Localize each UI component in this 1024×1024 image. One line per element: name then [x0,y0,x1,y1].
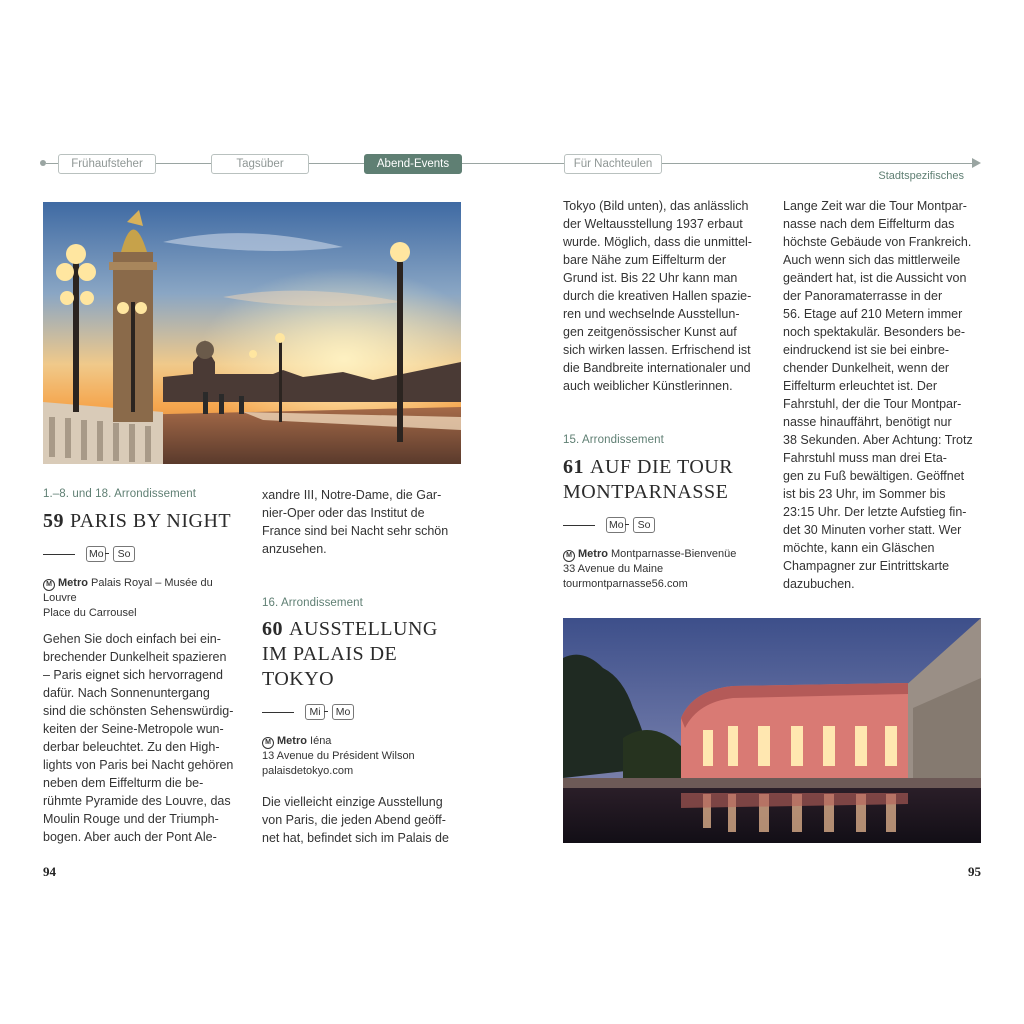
day-pill-end: So [113,546,135,562]
day-pill-start: Mi [305,704,325,720]
days-entry-60 [262,704,362,720]
entry-number: 59 [43,510,64,532]
section-label: Stadtspezifisches [878,170,964,182]
body-entry-60-col2: Die vielleicht einzige Ausstellung von Paris, die jeden Abend geöff- net hat, befindet sich im Palais de [262,795,449,845]
title-entry-61: 61 AUF DIE TOUR MONTPARNASSE [563,456,734,503]
page-number-left: 94 [43,864,56,879]
title-entry-59 [43,509,231,534]
body-entry-59-col2: xandre III, Notre-Dame, die Gar- nier-Oper oder das Institut de France sind bei Nacht sehr schön anzusehen. [262,488,449,556]
info-entry-61: M Metro Montparnasse-Bienvenüe 33 Avenue du Maine tourmontparnasse56.com [563,547,763,591]
days-entry-61 [563,517,663,533]
day-pill-end: Mo [332,704,354,720]
website-link[interactable]: palaisdetokyo.com [262,764,354,777]
district-entry-59: 1.–8. und 18. Arrondissement [43,488,197,500]
days-entry-59 [43,546,143,562]
website-link[interactable]: tourmontparnasse56.com [563,577,688,590]
day-pill-start: Mo [606,517,626,533]
metro-icon: M [563,550,575,562]
entry-title: PARIS BY NIGHT [70,510,232,532]
metro-icon: M [43,579,55,591]
body-entry-61-col4: Lange Zeit war die Tour Montpar- nasse nach dem Eiffelturm das höchste Gebäude von Frankreich. Auch wenn sich das mittlerweile geändert hat, ist die Aussicht von der Panoramaterrasse in der 56. Etage auf 210 Metern immer noch spektakulär. Besonders be- eindruckend ist sie bei einbre- chender Dunkelheit, wenn der Eiffelturm erleuchtet ist. Der Fahrstuhl, der die Tour Montpar- nasse hinauffährt, benötigt nur 38 Sekunden. Aber Achtung: Trotz Fahrstuhl muss man drei Eta- gen zu Fuß bewältigen. Geöffnet ist bis 23 Uhr, im Sommer bis 23:15 Uhr. Der letzte Aufstieg fin- det 30 Minuten vorher statt. Wer möchte, kann ein Gläschen Champagner zur Eintrittskarte dazubuchen. [783,199,973,591]
timeline-start-dot [40,160,46,166]
day-pill-start: Mo [86,546,106,562]
district-entry-60: 16. Arrondissement [262,597,363,609]
photo-palais-de-tokyo [563,618,981,843]
nav-timeline [46,163,974,164]
title-entry-60: 60 AUSSTELLUNG IM PALAIS DE TOKYO [262,618,438,690]
metro-icon: M [262,737,274,749]
tab-abend-events[interactable]: Abend-Events [364,154,462,174]
timeline-arrow-icon [972,158,981,168]
tab-fuer-nachteulen[interactable]: Für Nachteulen [564,154,662,174]
info-entry-60: M Metro Iéna 13 Avenue du Président Wilson palaisdetokyo.com [262,734,462,778]
tab-fruehaufsteher[interactable]: Frühaufsteher [58,154,156,174]
district-entry-61: 15. Arrondissement [563,434,664,446]
body-entry-59-col1: Gehen Sie doch einfach bei ein- brechender Dunkelheit spazieren – Paris eignet sich hervorragend dafür. Nach Sonnenuntergang sind die schönsten Sehenswürdig- keiten der Seine-Metropole wun- derbar beleuchtet. Zu den High- lights von Paris bei Nacht gehören neben dem Eiffelturm die be- rühmte Pyramide des Louvre, das Moulin Rouge und der Triumph- bogen. Aber auch der Pont Ale- [43,632,234,844]
info-entry-59: M Metro Palais Royal – Musée du Louvre Place du Carrousel [43,577,213,619]
body-entry-60-col3: Tokyo (Bild unten), das anlässlich der Weltausstellung 1937 erbaut wurde. Möglich, dass die unmittel- bare Nähe zum Eiffelturm der Grund ist. Bis 22 Uhr kann man durch die kreativen Hallen spazie- ren und wechselnde Ausstellun- gen zeitgenössischer Kunst auf sich wirken lassen. Erfrischend ist die Bandbreite internationaler und auch weiblicher Künstlerinnen. [563,199,752,393]
tab-tagsueber[interactable]: Tagsüber [211,154,309,174]
photo-pont-alexandre [43,202,461,464]
page-number-right: 95 [968,864,981,879]
day-pill-end: So [633,517,655,533]
